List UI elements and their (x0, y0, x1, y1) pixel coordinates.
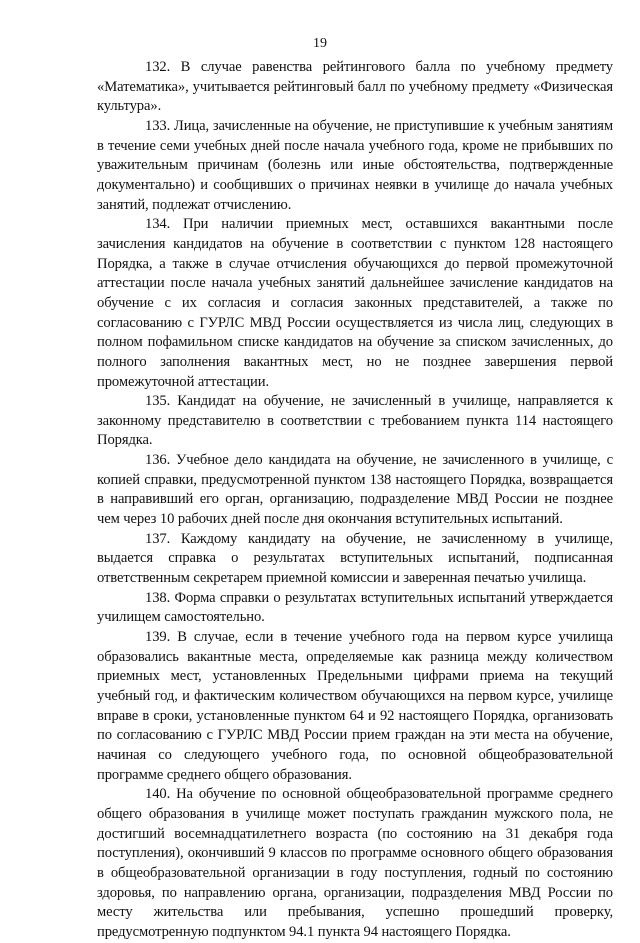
paragraph-134: 134. При наличии приемных мест, оставшихся вакантными после зачисления кандидатов на обучение в соответствии с пунктом 128 настоящего Порядка, а также в случае отчисления обучающихся до первой промежуточной аттестации после начала учебных занятий дальнейшее зачисление кандидатов на обучение с их согласия и согласия законных представителей, а также по согласованию с ГУРЛС МВД России осуществляется из числа лиц, следующих в полном пофамильном списке кандидатов на обучение за списком зачисленных, до полного заполнения вакантных мест, но не позднее завершения первой промежуточной аттестации. (97, 216, 613, 390)
paragraph-137: 137. Каждому кандидату на обучение, не зачисленному в училище, выдается справка о результатах вступительных испытаний, подписанная ответственным секретарем приемной комиссии и заверенная печатью училища. (97, 530, 613, 587)
document-body (97, 58, 613, 943)
paragraph-139: 139. В случае, если в течение учебного года на первом курсе училища образовались вакантные места, определяемые как разница между количеством приемных мест, установленных Предельными цифрами приема на текущий учебный год, и фактическим количеством обучающихся на первом курсе, училище вправе в сроки, установленные пунктом 64 и 92 настоящего Порядка, организовать по согласованию с ГУРЛС МВД России прием граждан на эти места на обучение, начиная со следующего учебного года, по основной общеобразовательной программе среднего общего образования. (97, 629, 613, 783)
paragraph-140: 140. На обучение по основной общеобразовательной программе среднего общего образования в училище может поступать гражданин мужского пола, не достигший восемнадцатилетнего возраста (по состоянию на 31 декабря года поступления), окончивший 9 классов по программе основного общего образования в общеобразовательной организации в году поступления, годный по состоянию здоровья, по направлению органа, организации, подразделения МВД России по месту жительства или пребывания, успешно прошедший проверку, предусмотренную подпунктом 94.1 пункта 94 настоящего Порядка. (97, 786, 613, 940)
paragraph-132: 132. В случае равенства рейтингового балла по учебному предмету «Математика», учитывается рейтинговый балл по учебному предмету «Физическая культура». (97, 59, 613, 115)
page-number: 19 (313, 36, 327, 51)
paragraph-133: 133. Лица, зачисленные на обучение, не приступившие к учебным занятиям в течение семи учебных дней после начала учебного года, кроме не прибывших по уважительным причинам (болезнь или иные обстоятельства, подтвержденные документально) и сообщивших о причинах неявки в училище до начала учебных занятий, подлежат отчислению. (97, 117, 613, 213)
paragraph-138: 138. Форма справки о результатах вступительных испытаний утверждается училищем самостоятельно. (97, 589, 613, 626)
paragraph-136: 136. Учебное дело кандидата на обучение, не зачисленного в училище, с копией справки, предусмотренной пунктом 138 настоящего Порядка, возвращается в направивший его орган, организацию, подразделение МВД России не позднее чем через 10 рабочих дней после дня окончания вступительных испытаний. (97, 452, 613, 528)
paragraph-135: 135. Кандидат на обучение, не зачисленный в училище, направляется к законному представителю в соответствии с требованием пункта 114 настоящего Порядка. (97, 393, 613, 449)
